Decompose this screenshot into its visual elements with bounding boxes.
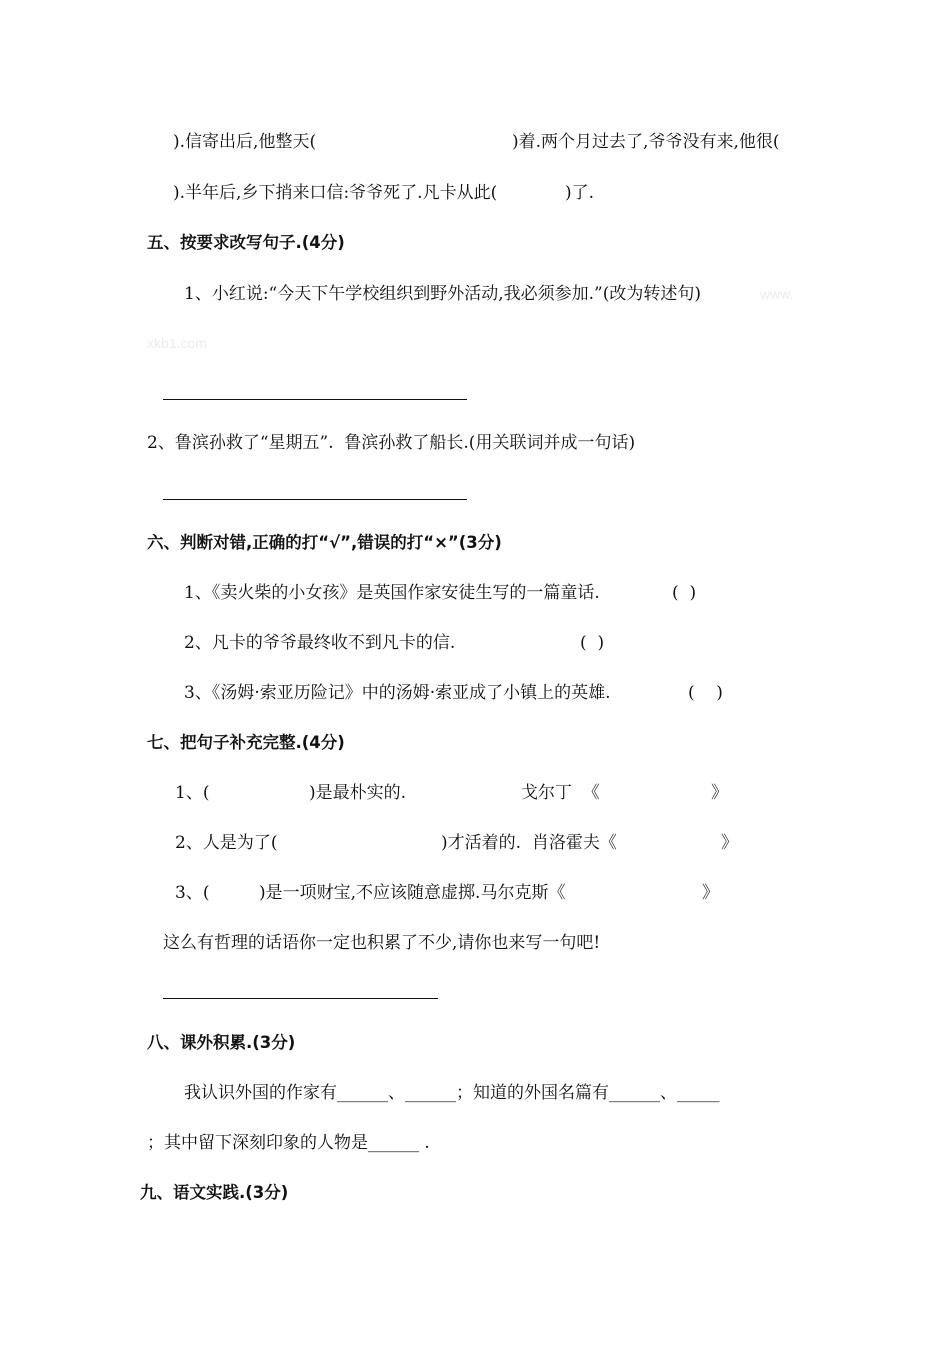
judgement-item-1: 1、《卖火柴的小女孩》是英国作家安徒生写的一篇童话. — [184, 583, 600, 603]
answer-line[interactable] — [163, 499, 467, 500]
question-5-2: 2、鲁滨孙救了“星期五”. 鲁滨孙救了船长.(用关联词并成一句话) — [147, 433, 636, 453]
quote-1-text: )是最朴实的. — [309, 783, 407, 803]
quote-1-close: 》 — [711, 783, 728, 803]
answer-line[interactable] — [163, 399, 467, 400]
question-5-1: 1、小红说:“今天下午学校组织到野外活动,我必须参加.”(改为转述句) — [184, 284, 701, 304]
section-7-heading: 七、把句子补充完整.(4分) — [147, 733, 345, 752]
quote-3-prefix: 3、( — [175, 883, 210, 903]
quote-prompt: 这么有哲理的话语你一定也积累了不少,请你也来写一句吧! — [163, 933, 601, 953]
judgement-bracket-1[interactable]: ( ) — [672, 583, 697, 603]
quote-2-text: )才活着的. 肖洛霍夫《 — [441, 833, 617, 853]
fill-line-1-start: ).信寄出后,他整天( — [173, 132, 317, 152]
judgement-item-2: 2、凡卡的爷爷最终收不到凡卡的信. — [184, 633, 456, 653]
fill-line-2-start: ).半年后,乡下捎来口信:爷爷死了.凡卡从此( — [173, 183, 498, 203]
quote-3-close: 》 — [702, 883, 719, 903]
quote-3-text: )是一项财宝,不应该随意虚掷.马尔克斯《 — [259, 883, 566, 903]
judgement-item-3: 3、《汤姆·索亚历险记》中的汤姆·索亚成了小镇上的英雄. — [184, 683, 611, 703]
fill-line-1-end: )着.两个月过去了,爷爷没有来,他很( — [512, 132, 780, 152]
reading-line-2: ；其中留下深刻印象的人物是______ . — [147, 1133, 430, 1153]
watermark-text: xkb1.com — [147, 335, 207, 351]
section-6-heading: 六、判断对错,正确的打“√”,错误的打“×”(3分) — [147, 533, 502, 552]
quote-2-prefix: 2、人是为了( — [175, 833, 278, 853]
answer-line[interactable] — [163, 998, 438, 999]
section-9-heading: 九、语文实践.(3分) — [140, 1183, 289, 1202]
reading-line-1: 我认识外国的作家有______、______；知道的外国名篇有______、_____ — [184, 1083, 720, 1103]
quote-1-author: 戈尔丁 《 — [521, 783, 600, 803]
judgement-bracket-3[interactable]: ( ) — [688, 683, 723, 703]
quote-1-prefix: 1、( — [175, 783, 210, 803]
judgement-bracket-2[interactable]: ( ) — [580, 633, 605, 653]
quote-2-close: 》 — [721, 833, 738, 853]
watermark-text: www. — [760, 286, 794, 302]
section-8-heading: 八、课外积累.(3分) — [147, 1033, 296, 1052]
section-5-heading: 五、按要求改写句子.(4分) — [147, 233, 345, 252]
fill-line-2-end: )了. — [565, 183, 595, 203]
